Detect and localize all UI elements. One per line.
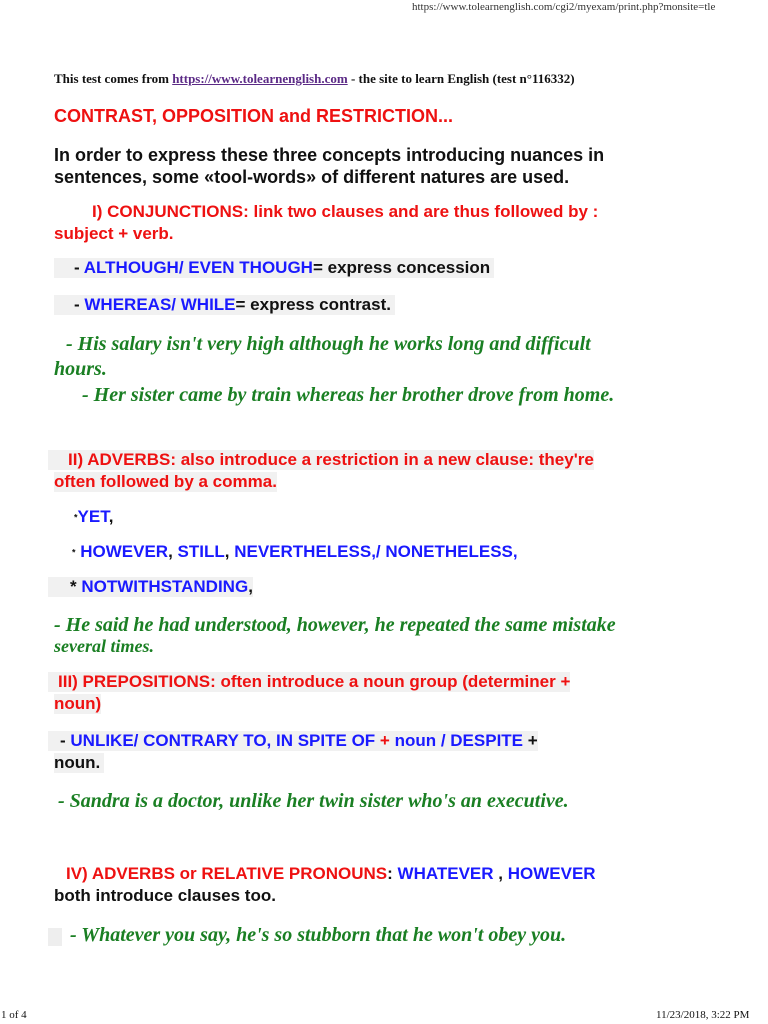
source-prefix: This test comes from bbox=[54, 71, 173, 86]
example-1-line-1: - His salary isn't very high although he works long and difficult bbox=[66, 333, 591, 355]
keyword-in-spite-of: IN SPITE OF bbox=[276, 731, 376, 750]
keyword-whereas: WHEREAS bbox=[84, 295, 172, 314]
example-3-line-2: several times. bbox=[54, 636, 154, 656]
example-4: - Sandra is a doctor, unlike her twin sister who's an executive. bbox=[58, 790, 569, 812]
keyword-notwithstanding: NOTWITHSTANDING bbox=[81, 577, 249, 596]
keyword-contrary-to: CONTRARY TO, bbox=[143, 731, 272, 750]
bullet-star: * bbox=[74, 512, 78, 523]
keyword-however: HOWEVER bbox=[80, 542, 169, 561]
section-3-heading-line-2: noun) bbox=[54, 694, 102, 713]
section-4-heading-line-1: IV) ADVERBS or RELATIVE PRONOUNS: WHATEVER , HOWEVER bbox=[66, 864, 596, 883]
page-number: 1 of 4 bbox=[1, 1009, 27, 1021]
adverb-item-yet: *YET, bbox=[74, 507, 114, 526]
example-5 bbox=[48, 924, 566, 947]
conjunction-item-contrast: - WHEREAS/ WHILE= express contrast. bbox=[54, 295, 395, 315]
keyword-even-though: EVEN THOUGH bbox=[188, 258, 313, 277]
section-2-heading-line-2: often followed by a comma. bbox=[54, 472, 277, 491]
section-1-heading-line-1: I) CONJUNCTIONS: link two clauses and are thus followed by : bbox=[92, 202, 599, 221]
preposition-item: - UNLIKE/ CONTRARY TO, IN SPITE OF + noun / DESPITE + bbox=[48, 731, 538, 751]
keyword-however-2: HOWEVER bbox=[507, 864, 596, 883]
section-4-line-2: both introduce clauses too. bbox=[54, 886, 276, 905]
keyword-yet: YET bbox=[77, 507, 109, 526]
section-4-heading: IV) ADVERBS or RELATIVE PRONOUNS bbox=[66, 864, 388, 883]
conjunction-item-concession: - ALTHOUGH/ EVEN THOUGH= express concession bbox=[54, 258, 494, 278]
example-5-text: - Whatever you say, he's so stubborn that he won't obey you. bbox=[70, 924, 567, 946]
source-link[interactable]: https://www.tolearnenglish.com bbox=[172, 71, 348, 86]
keyword-while: WHILE bbox=[180, 295, 236, 314]
blank-box bbox=[48, 928, 62, 946]
keyword-still: STILL bbox=[177, 542, 225, 561]
intro-line-1: In order to express these three concepts introducing nuances in bbox=[54, 145, 605, 165]
source-line bbox=[54, 71, 575, 87]
keyword-nevertheless: NEVERTHELESS,/ NONETHELESS, bbox=[234, 542, 518, 561]
section-1-heading-line-2: subject + verb. bbox=[54, 224, 174, 243]
example-1-line-2: hours. bbox=[54, 358, 107, 380]
bullet-star: * bbox=[70, 577, 82, 596]
keyword-although: ALTHOUGH bbox=[83, 258, 179, 277]
adverb-item-however: * HOWEVER, STILL, NEVERTHELESS,/ NONETHELESS, bbox=[72, 542, 518, 561]
page-title: CONTRAST, OPPOSITION and RESTRICTION... bbox=[54, 106, 454, 126]
bullet-star: * bbox=[72, 547, 76, 558]
intro-line-2: sentences, some «tool-words» of different natures are used. bbox=[54, 167, 570, 187]
source-suffix: - the site to learn English (test n°116332) bbox=[347, 71, 575, 86]
example-3-line-1: - He said he had understood, however, he repeated the same mistake bbox=[54, 614, 616, 636]
preposition-item-line-2: noun. bbox=[54, 753, 104, 773]
keyword-despite: DESPITE bbox=[450, 731, 524, 750]
example-2: - Her sister came by train whereas her brother drove from home. bbox=[82, 384, 615, 406]
print-url: https://www.tolearnenglish.com/cgi2/myexam/print.php?monsite=tle bbox=[412, 1, 716, 13]
keyword-whatever: WHATEVER bbox=[397, 864, 494, 883]
adverb-item-notwithstanding: * NOTWITHSTANDING, bbox=[48, 577, 253, 597]
print-datetime: 11/23/2018, 3:22 PM bbox=[656, 1009, 750, 1021]
section-2-heading-line-1: II) ADVERBS: also introduce a restriction in a new clause: they're bbox=[48, 450, 594, 470]
section-3-heading-line-1: III) PREPOSITIONS: often introduce a noun group (determiner + bbox=[48, 672, 570, 692]
keyword-unlike: UNLIKE bbox=[70, 731, 134, 750]
